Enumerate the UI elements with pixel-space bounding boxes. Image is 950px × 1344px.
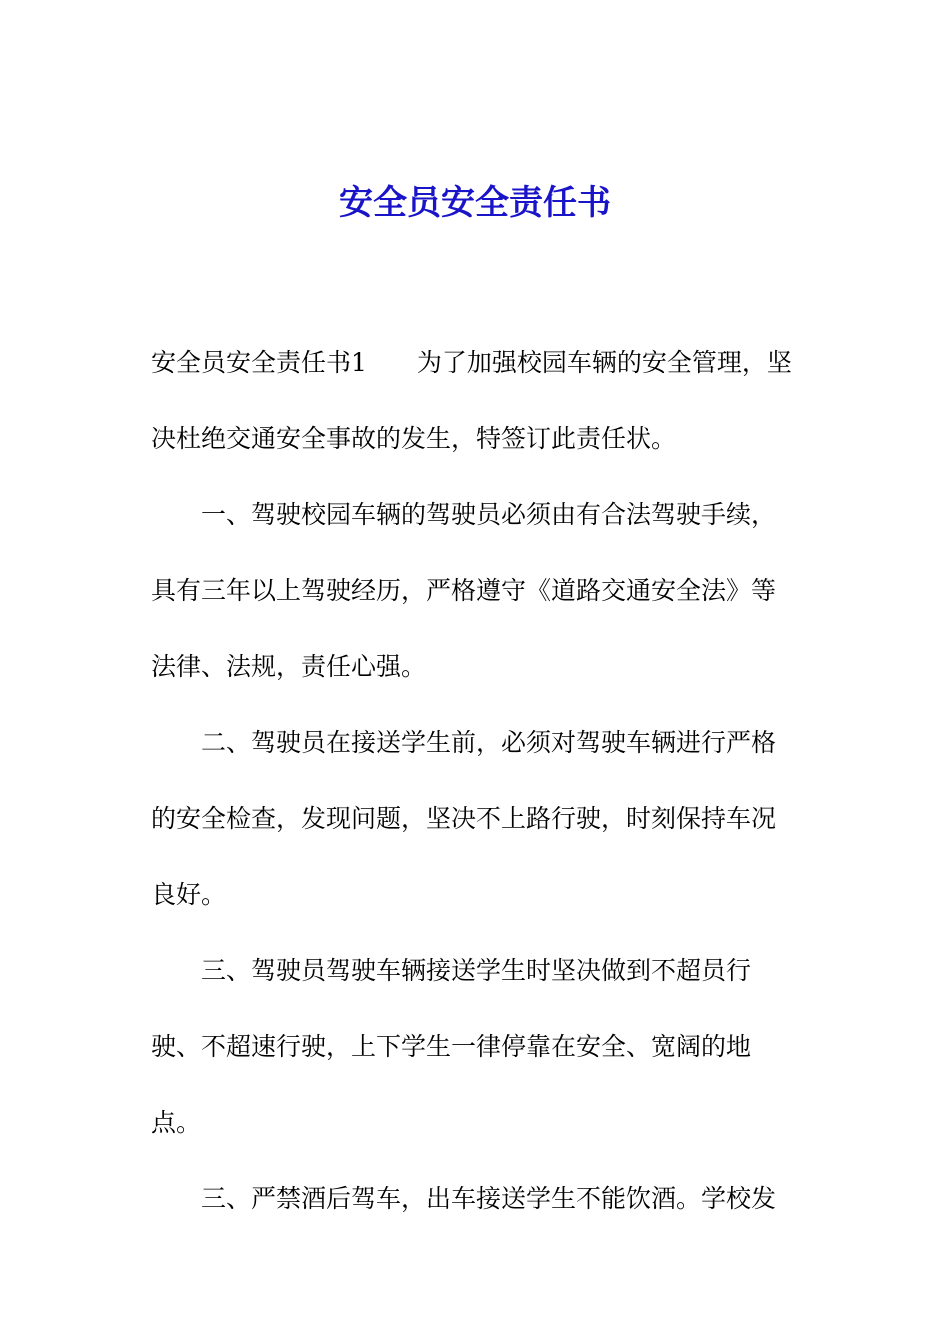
body-line: 决杜绝交通安全事故的发生，特签订此责任状。 <box>151 424 677 453</box>
body-line: 的安全检查，发现问题，坚决不上路行驶，时刻保持车况 <box>151 804 777 833</box>
document-body <box>151 325 811 1237</box>
body-line: 驶、不超速行驶，上下学生一律停靠在安全、宽阔的地 <box>151 1032 752 1061</box>
body-line: 三、严禁酒后驾车，出车接送学生不能饮酒。学校发 <box>151 1184 777 1213</box>
body-line: 具有三年以上驾驶经历，严格遵守《道路交通安全法》等 <box>151 576 777 605</box>
body-line: 安全员安全责任书1 为了加强校园车辆的安全管理，坚 <box>151 348 792 377</box>
body-line: 三、驾驶员驾驶车辆接送学生时坚决做到不超员行 <box>151 956 752 985</box>
body-line: 一、驾驶校园车辆的驾驶员必须由有合法驾驶手续， <box>151 500 777 529</box>
document-title: 安全员安全责任书 <box>339 183 611 223</box>
body-line: 点。 <box>151 1108 202 1137</box>
body-line: 良好。 <box>151 880 227 909</box>
body-line: 二、驾驶员在接送学生前，必须对驾驶车辆进行严格 <box>151 728 777 757</box>
body-line: 法律、法规，责任心强。 <box>151 652 427 681</box>
